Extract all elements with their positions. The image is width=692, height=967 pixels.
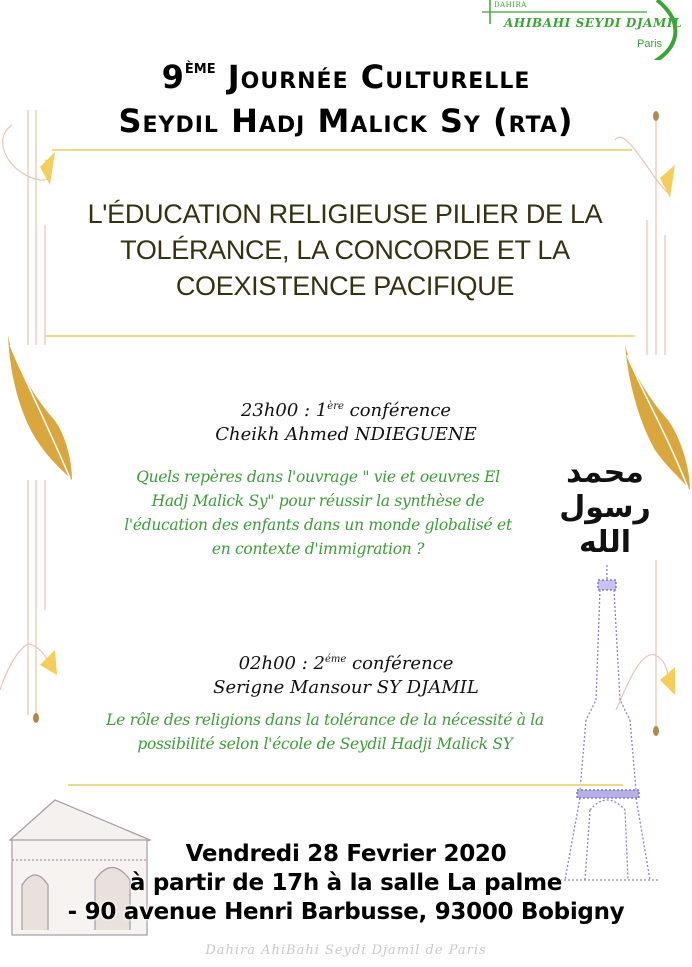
arabic-calligraphy: محمد رسول الله [559,455,651,560]
left-bead-icon [33,713,39,723]
top-divider [52,149,632,151]
event-date: Vendredi 28 Fevrier 2020 [185,841,507,867]
event-info [0,840,692,927]
logo-main-text: AHIBAHI SEYDI DJAMIL [504,16,683,30]
question-line: Quels repères dans l'ouvrage " vie et oeuvres El [136,468,500,486]
conference-2-question [70,708,580,756]
logo-city-text: Paris [637,38,663,50]
conference-1-time: 23h00 : 1ère conférence [240,400,452,421]
footer-signature: Dahira AhiBahi Seydi Djamil de Paris [205,943,487,958]
question-line: possibilité selon l'école de Seydil Hadji Malick SY [137,735,513,753]
right-bead-bottom-icon [653,726,659,736]
right-arrow-icon [660,165,675,198]
conference-1-question [88,465,548,561]
conference-1-speaker: Cheikh Ahmed NDIEGUENE [215,424,477,445]
title-ordinal-number: 9 [161,58,185,96]
theme-line: COEXISTENCE PACIFIQUE [175,271,515,301]
event-address: - 90 avenue Henri Barbusse, 93000 Bobigny [67,899,625,925]
event-venue: à partir de 17h à la salle La palme [129,870,563,896]
page-title [0,48,692,143]
question-line: en contexte d'immigration ? [211,540,425,558]
title-line-2: Seydil Hadj Malick Sy (rta) [118,102,574,140]
theme-block [60,196,630,304]
conference-1-header [0,395,692,447]
theme-line: TOLÉRANCE, LA CONCORDE ET LA [120,235,570,265]
conference-2-speaker: Serigne Mansour SY DJAMIL [213,677,479,698]
question-line: Le rôle des religions dans la tolérance de la nécessité à la [106,711,544,729]
theme-divider [45,335,635,337]
title-line-1 [0,48,692,99]
title-ordinal-suffix: ÈME [184,62,216,77]
conference-2-time: 02h00 : $2^{éme}$ conférence [238,653,454,674]
question-line: l'éducation des enfants dans un monde globalisé et [124,516,512,534]
question-line: Hadj Malick Sy" pour réussir la synthèse de [151,492,485,510]
logo-small-text: DAHIRA [494,1,527,9]
bottom-divider [68,784,623,786]
title-line-1-text: Journée Culturelle [227,58,531,96]
conference-2-header [0,648,692,700]
theme-line: L'ÉDUCATION RELIGIEUSE PILIER DE LA [87,199,603,229]
